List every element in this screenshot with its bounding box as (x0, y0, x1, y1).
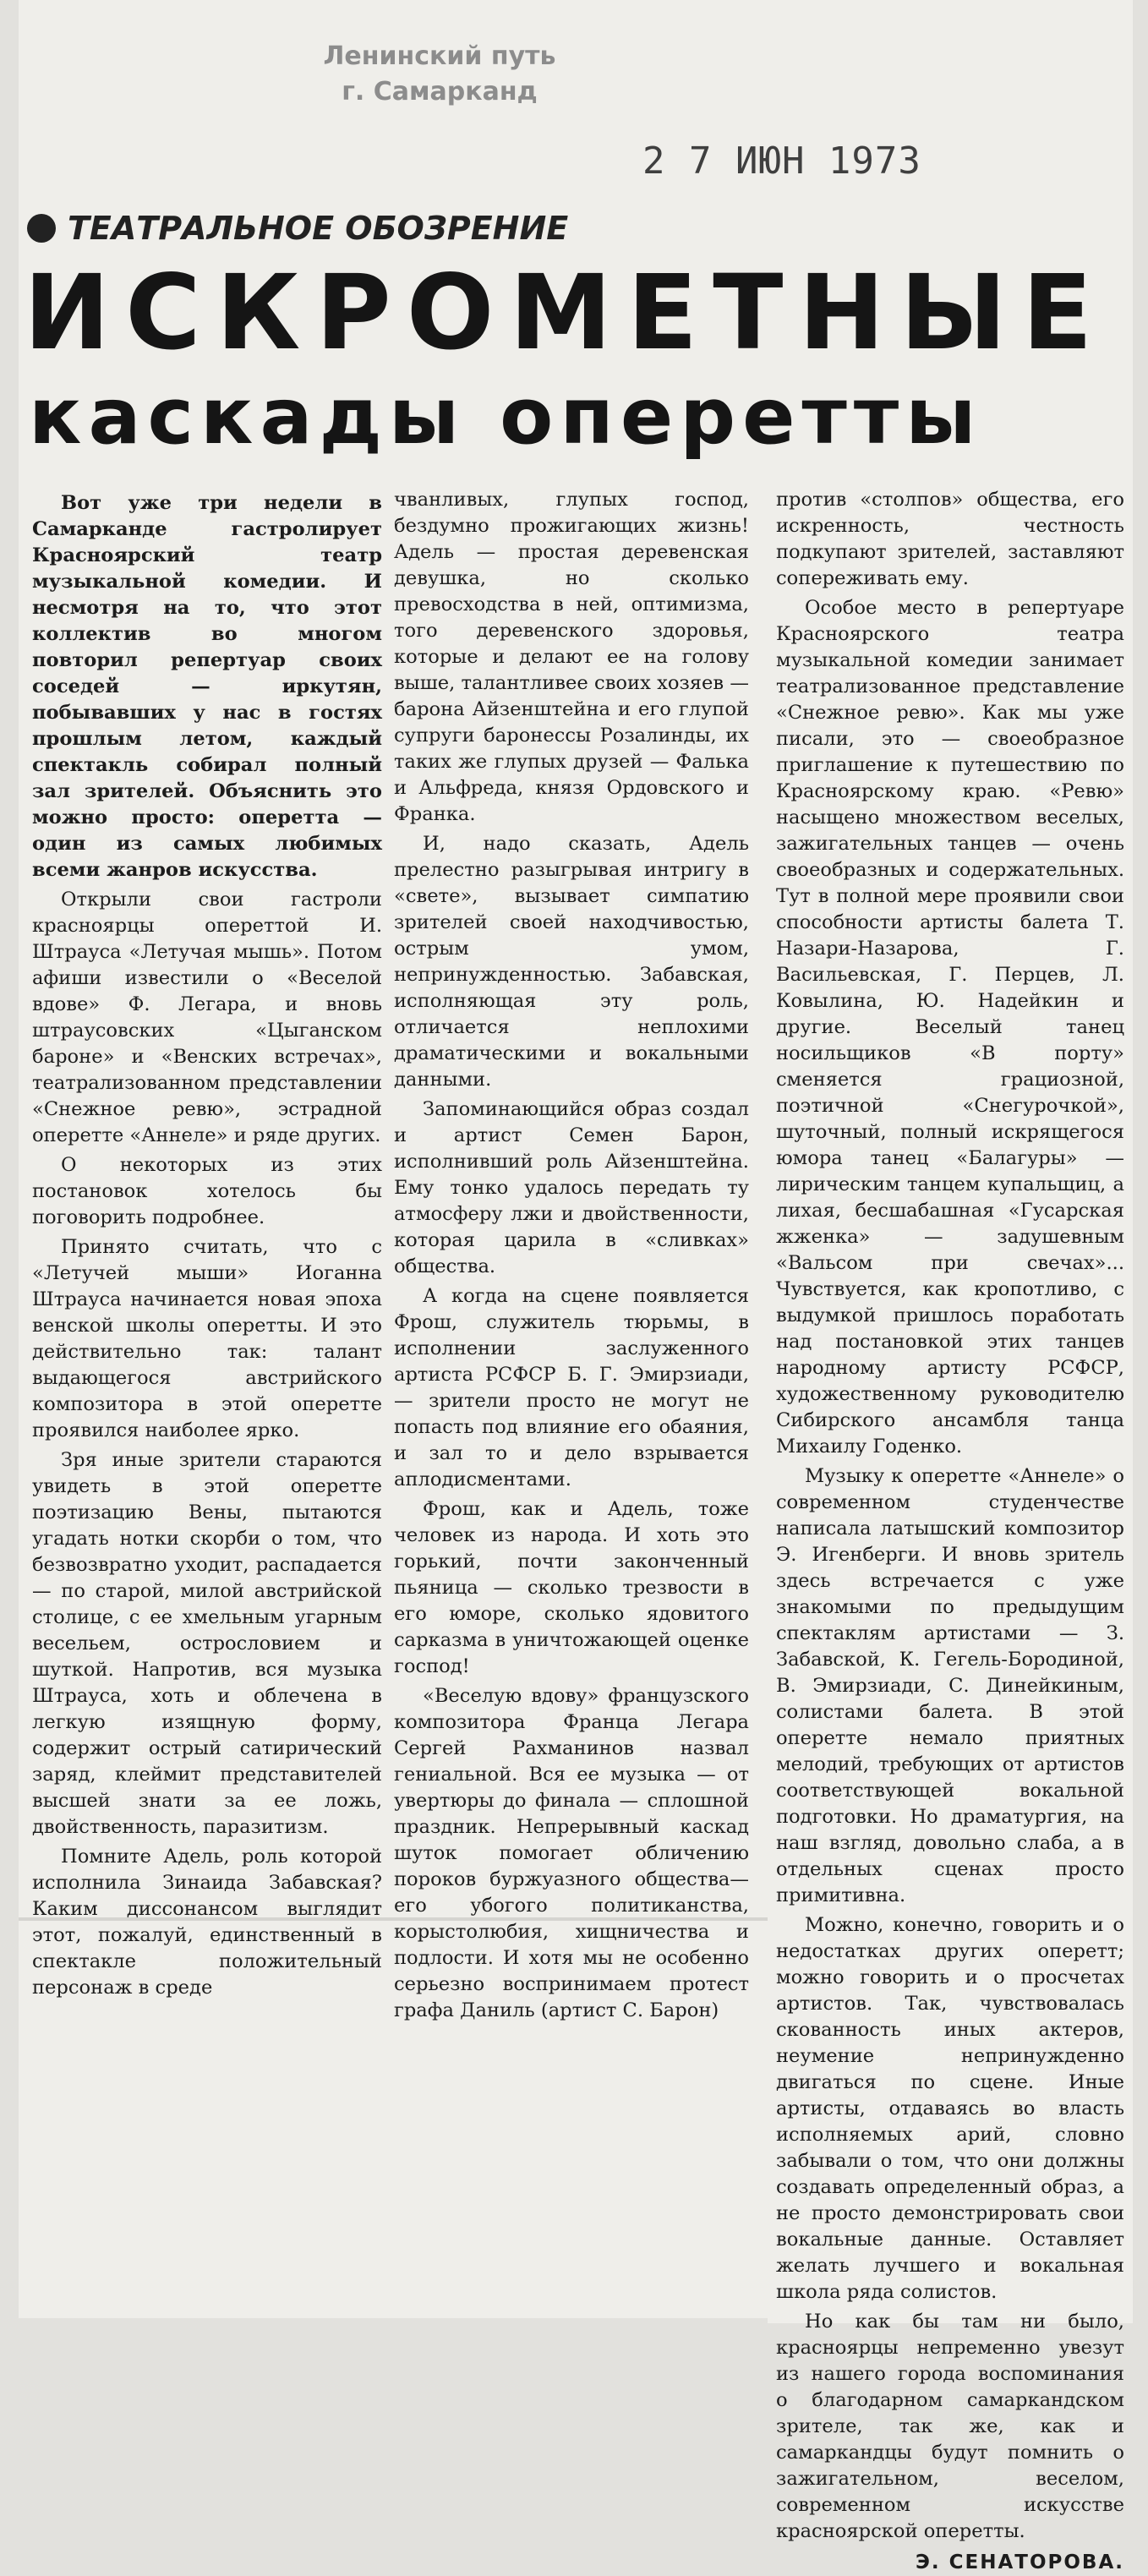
paragraph: Можно, конечно, говорить и о недостатках других оперетт; можно говорить и о просчетах артистов. Так, чувствовалась скованность иных актеров, неумение непринужденно двигаться по сцене. Иные артисты, отдаваясь во власть исполняемых арий, словно забывали о том, что они должны создавать определенный образ, а не просто демонстрировать свои вокальные данные. Оставляет желать лучшего и вокальная школа ряда солистов. (776, 1914, 1124, 2303)
paragraph: Но как бы там ни было, красноярцы непременно увезут из нашего города воспоминания о благодарном самаркандском зрителе, так же, как и самаркандцы будут помнить о зажигательном, веселом, современном искусстве красноярской оперетты. (776, 2311, 1124, 2542)
paragraph-continued: против «столпов» общества, его искренность, честность подкупают зрителей, заставляют сопереживать ему. (776, 489, 1124, 589)
paragraph: И, надо сказать, Адель прелестно разыгрывая интригу в «свете», вызывает симпатию зрителей своей находчивостью, острым умом, непринужденностью. Забавская, исполняющая эту роль, отличается неплохими драматическими и вокальными данными. (394, 833, 749, 1091)
paragraph: О некоторых из этих постановок хотелось бы поговорить подробнее. (32, 1154, 382, 1228)
rubric-label: ТЕАТРАЛЬНОЕ ОБОЗРЕНИЕ (68, 210, 569, 247)
article-column-1 (32, 490, 382, 2004)
paragraph: Помните Адель, роль которой исполнила Зинаида Забавская? Каким диссонансом выглядит этот, пожалуй, единственный в спектакле положительный персонаж в среде (32, 1846, 382, 1999)
date-stamp: 2 7 ИЮН 1973 (642, 139, 921, 183)
source-stamp (313, 39, 566, 110)
stamp-city: г. Самарканд (342, 77, 538, 107)
paragraph: Особое место в репертуаре Красноярского театра музыкальной комедии занимает театрализованное представление «Снежное ревю». Как мы уже писали, это — своеобразное приглашение к путешествию по Красноярскому краю. «Ревю» насыщено множеством веселых, зажигательных танцев — очень своеобразных и содержательных. Тут в полной мере проявили свои способности артисты балета Т. Назари-Назарова, Г. Васильевская, Г. Перцев, Л. Ковылина, Ю. Надейкин и другие. Веселый танец носильщиков «В порту» сменяется грациозной, поэтичной «Снегурочкой», шуточный, полный искрящегося юмора танец «Балагуры» — лирическим танцем купальщиц, а лихая, бесшабашная «Гусарская жженка» — задушевным «Вальсом при свечах»... Чувствуется, как кропотливо, с выдумкой пришлось поработать над постановкой этих танцев народному артисту РСФСР, художественному руководителю Сибирского ансамбля танца Михаилу Годенко. (776, 597, 1124, 1458)
paragraph: Открыли свои гастроли красноярцы опереттой И. Штрауса «Летучая мышь». Потом афиши известили о «Веселой вдове» Ф. Легара, и вновь штраусовских «Цыганском бароне» и «Венских встречах», театрализованном представлении «Снежное ревю», эстрадной оперетте «Аннеле» и ряде других. (32, 889, 382, 1146)
paragraph: Музыку к оперетте «Аннеле» о современном студенчестве написала латышский композитор Э. Игенберги. И вновь зритель здесь встречается с уже знакомыми по предыдущим спектаклям артистами — З. Забавской, К. Гегель-Бородиной, В. Эмирзиади, С. Динейкиным, солистами балета. В этой оперетте немало приятных мелодий, требующих от артистов соответствующей вокальной подготовки. Но драматургия, на наш взгляд, довольно слаба, а в отдельных сценах просто примитивна. (776, 1465, 1124, 1906)
paragraph: «Веселую вдову» французского композитора Франца Легара Сергей Рахманинов назвал гениальной. Вся ее музыка — от увертюры до финала — сплошной праздник. Непрерывный каскад шуток помогает обличению пороков буржуазного общества—его убогого политиканства, корыстолюбия, хищничества и подлости. И хотя мы не особенно серьезно воспринимаем протест графа Даниль (артист С. Барон) (394, 1685, 749, 2021)
stamp-newspaper-name: Ленинский путь (323, 41, 556, 71)
paragraph: Фрош, как и Адель, тоже человек из народа. И хоть это горький, почти законченный пьяница — сколько трезвости в его юморе, сколько ядовитого сарказма в уничтожающей оценке господ! (394, 1498, 749, 1677)
author-signature: Э. СЕНАТОРОВА. (916, 2551, 1124, 2573)
headline-line-2: каскады оперетты (29, 371, 983, 462)
paragraph-continued: чванливых, глупых господ, бездумно прожигающих жизнь! Адель — простая деревенская девушка, но сколько превосходства в ней, оптимизма, того деревенского здоровья, которые и делают ее на голову выше, талантливее своих хозяев — барона Айзенштейна и его глупой супруги баронессы Розалинды, их таких же глупых друзей — Фалька и Альфреда, князя Ордовского и Франка. (394, 489, 749, 825)
headline-line-1: ИСКРОМЕТНЫЕ (24, 253, 1108, 373)
lead-paragraph: Вот уже три недели в Самарканде гастролирует Красноярский театр музыкальной комедии. И несмотря на то, что этот коллектив во многом повторил репертуар своих соседей — иркутян, побывавших у нас в гостях прошлым летом, каждый спектакль собирал полный зал зрителей. Объяснить это можно просто: оперетта — один из самых любимых всеми жанров искусства. (32, 492, 382, 881)
rubric (27, 210, 568, 247)
paragraph: Принято считать, что с «Летучей мыши» Иоганна Штрауса начинается новая эпоха венской школы оперетты. И это действительно так: талант выдающегося австрийского композитора в этой оперетте проявился наиболее ярко. (32, 1236, 382, 1441)
paragraph: Зря иные зрители стараются увидеть в этой оперетте поэтизацию Вены, пытаются угадать нотки скорби о том, что безвозвратно уходит, распадается — по старой, милой австрийской столице, с ее хмельным угарным весельем, острословием и шуткой. Напротив, вся музыка Штрауса, хоть и облечена в легкую изящную форму, содержит острый сатирический заряд, клеймит представителей высшей знати за ее ложь, двойственность, паразитизм. (32, 1449, 382, 1838)
paragraph: А когда на сцене появляется Фрош, служитель тюрьмы, в исполнении заслуженного артиста РСФСР Б. Г. Эмирзиади, — зрители просто не могут не попасть под влияние его обаяния, и зал то и дело взрывается аплодисментами. (394, 1285, 749, 1490)
paragraph: Запоминающийся образ создал и артист Семен Барон, исполнивший роль Айзенштейна. Ему тонко удалось передать ту атмосферу лжи и двойственности, которая царила в «сливках» общества. (394, 1098, 749, 1277)
article-column-2 (394, 487, 749, 2027)
article-column-3 (776, 487, 1124, 2576)
rubric-bullet-icon (27, 214, 56, 243)
